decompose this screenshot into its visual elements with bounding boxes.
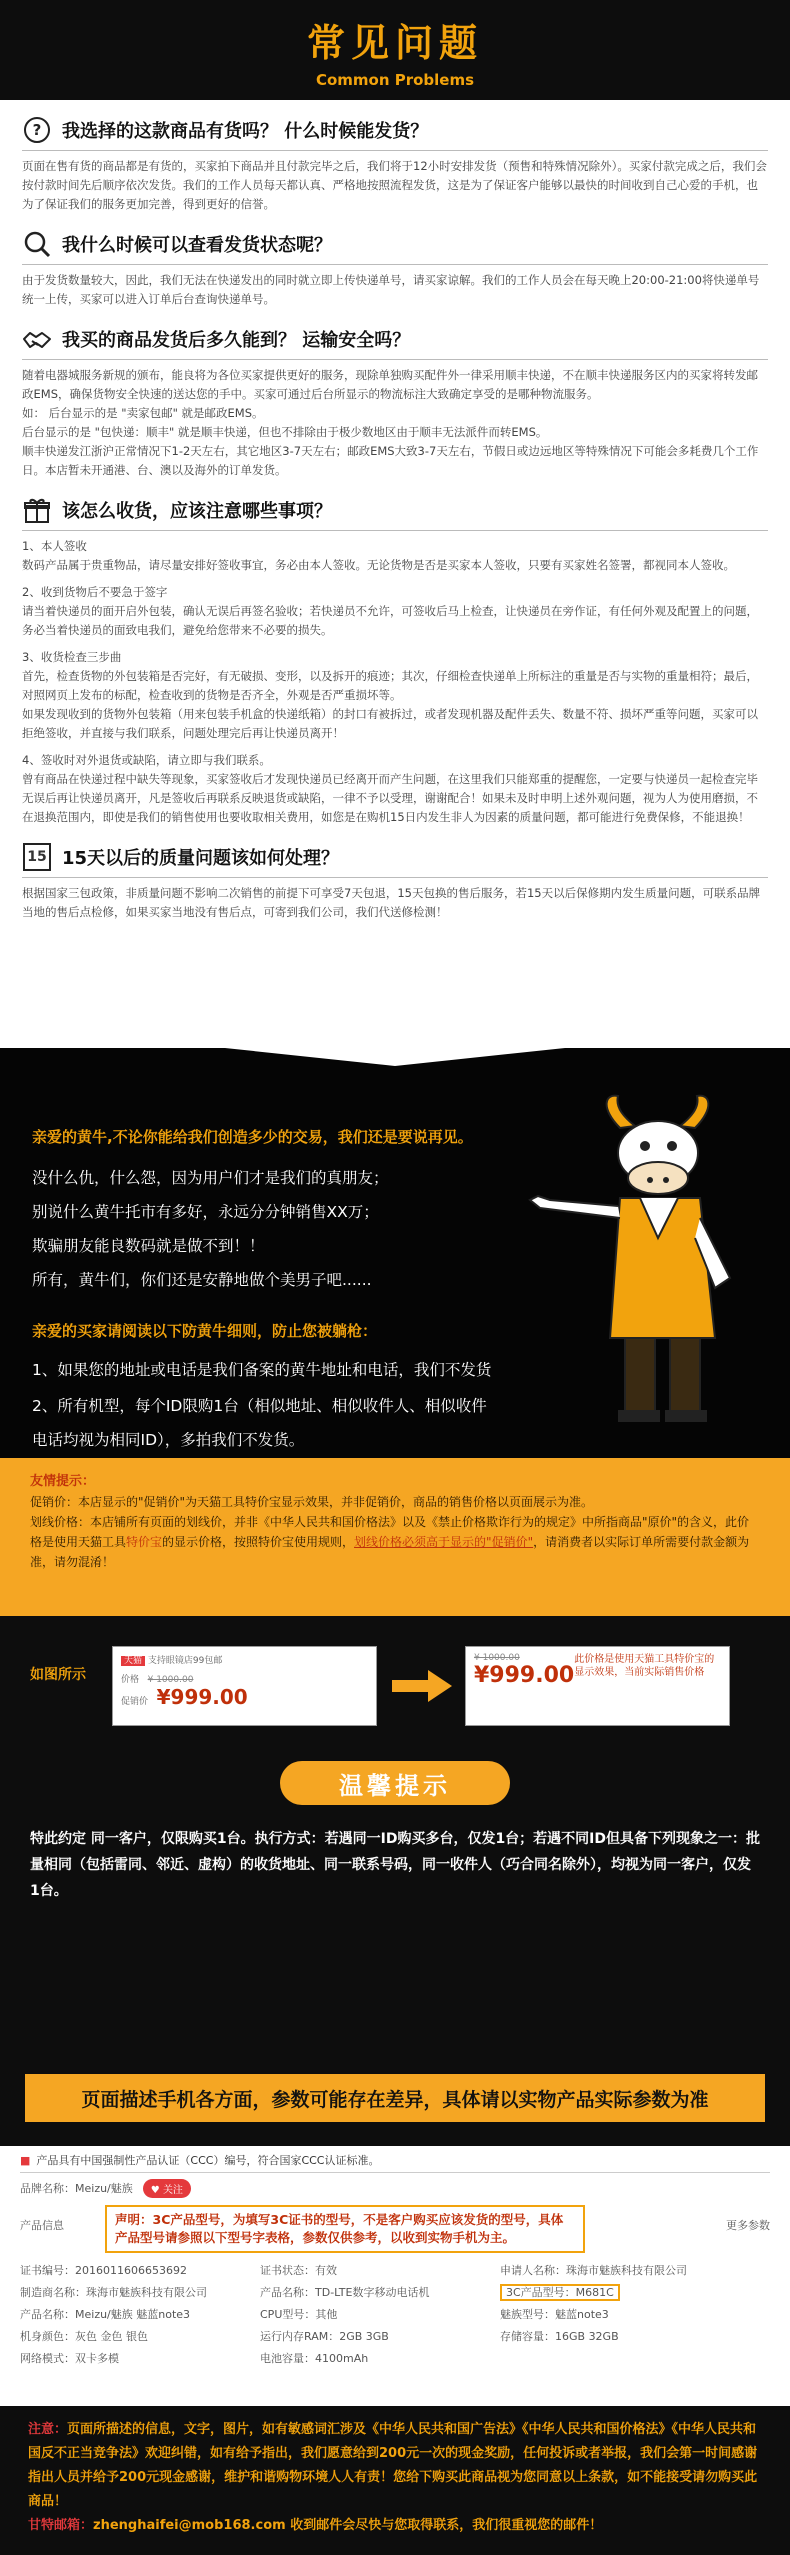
faq-title: 我什么时候可以查看发货状态呢？ — [62, 235, 332, 256]
declaration-box: 声明：3C产品型号，为填写3C证书的型号，不是客户购买应该发货的型号，具体产品型号请参照以下型号字表格，参数仅供参考，以收到实物手机为主。 — [105, 2205, 585, 2253]
price-example-section — [0, 1616, 790, 2046]
answer-paragraph: 首先，检查货物的外包装箱是否完好，有无破损、变形，以及拆开的痕迹；其次，仔细检查快递单上所标注的重量是否与实物的重量相符；最后，对照网页上发布的标配，检查收到的货物是否齐全，外观是否严重损坏等。 — [22, 669, 758, 702]
promo-rule: 电话均视为相同ID），多拍我们不发货。 — [32, 1431, 305, 1449]
promo-rule: 1、如果您的地址或电话是我们备案的黄牛地址和电话，我们不发货 — [32, 1361, 492, 1379]
follow-button[interactable]: ♥ 关注 — [143, 2179, 191, 2198]
faq-title: 15天以后的质量问题该如何处理？ — [62, 848, 340, 869]
divider — [22, 150, 768, 151]
answer-paragraph: 2、收到货物后不要急于签字 — [22, 585, 168, 599]
promo-heading: 亲爱的买家请阅读以下防黄牛细则，防止您被躺枪： — [32, 1322, 378, 1340]
price-notice — [0, 1458, 790, 1616]
notice-title: 友情提示： — [30, 1474, 96, 1489]
promo-line: 欺骗朋友能良数码就是做不到！！ — [32, 1237, 265, 1255]
faq-item — [22, 100, 768, 214]
faq-item — [22, 309, 768, 480]
spec-row: 网络模式：双卡多模 电池容量：4100mAh — [20, 2352, 369, 2365]
answer-paragraph: 顺丰快递发江浙沪正常情况下1-2天左右，其它地区3-7天左右；邮政EMS大致3-7天左右，节假日或边远地区等特殊情况下可能会多耗费几个工作日。本店暂未开通港、台、澳以及海外的订单发货。 — [22, 444, 759, 477]
page-subtitle: Common Problems — [315, 70, 475, 89]
faq-title: 该怎么收货，应该注意哪些事项？ — [62, 501, 332, 522]
divider — [22, 359, 768, 360]
answer-paragraph: 后台显示的是 "包快递：顺丰" 就是顺丰快递，但也不排除由于极少数地区由于顺丰无法派件而转EMS。 — [22, 425, 548, 439]
badge-15: 15 — [23, 843, 51, 871]
answer-paragraph: 根据国家三包政策，非质量问题不影响二次销售的前提下可享受7天包退，15天包换的售后服务，若15天以后保修期内发生质量问题，可联系品牌当地的售后点检修，如果买家当地没有售后点，可寄到我们公司，我们代送修检测！ — [22, 886, 761, 919]
anti-scalper-section — [0, 1048, 790, 1458]
notice-strike-price: 划线价格：本店铺所有页面的划线价，并非《中华人民共和国价格法》以及《禁止价格欺诈行为的规定》中所指商品"原价"的含义，此价格是使用天猫工具特价宝的显示价格，按照特价宝使用规则，划线价格必须高于显示的"促销价"，请消费者以实际订单所需要付款金额为准，请勿混淆！ — [30, 1515, 750, 1569]
promo-line: 别说什么黄牛托市有多好，永远分分钟销售XX万； — [32, 1203, 379, 1221]
faq-question — [22, 309, 768, 355]
answer-paragraph: 由于发货数量较大，因此，我们无法在快递发出的同时就立即上传快递单号，请买家谅解。我们的工作人员会在每天晚上20:00-21:00将快递单号统一上传，买家可以进入订单后台查询快递单号。 — [22, 273, 760, 306]
answer-paragraph: 请当着快递员的面开启外包装，确认无误后再签名验收；若快递员不允许，可签收后马上检查，让快递员在旁作证，有任何外观及配置上的问题，务必当着快递员的面致电我们，避免给您带来不必要的损失。 — [22, 604, 758, 637]
declaration-row: 产品信息 声明：3C产品型号，为填写3C证书的型号，不是客户购买应该发货的型号，具体产品型号请参照以下型号字表格，参数仅供参考，以收到实物手机为主。 更多参数 — [20, 2203, 770, 2259]
legal-notice — [0, 2406, 790, 2555]
number-badge-icon — [22, 842, 52, 872]
banner-text: 页面描述手机各方面，参数可能存在差异，具体请以实物产品实际参数为准 — [25, 2074, 765, 2122]
param-disclaimer-banner — [0, 2046, 790, 2146]
divider — [22, 530, 768, 531]
gift-icon — [22, 495, 52, 525]
faq-item — [22, 214, 768, 309]
svg-text:?: ? — [32, 121, 42, 139]
question-circle-icon — [22, 115, 52, 145]
page-title: 常见问题 — [306, 20, 483, 65]
ccc-note: ■ 产品具有中国强制性产品认证（CCC）编号，符合国家CCC认证标准。 — [20, 2152, 770, 2173]
notice-promo-price: 促销价：本店显示的"促销价"为天猫工具特价宝显示效果，并非促销价，商品的销售价格以页面展示为准。 — [30, 1495, 594, 1509]
warm-tip-text: 特此约定 同一客户，仅限购买1台。执行方式：若遇同一ID购买多台，仅发1台；若遇不同ID但具备下列现象之一：批量相同（包括雷同、邻近、虚构）的收货地址、同一联系号码，同一收件人（巧合同名除外），均视为同一客户，仅发1台。 — [30, 1831, 761, 1899]
price-screenshot-before: 天猫 支持眼镜店99包邮 价格 ¥ 1000.00 促销价 ¥999.00 — [112, 1646, 377, 1726]
spec-row: 机身颜色：灰色 金色 银色 运行内存RAM：2GB 3GB 存储容量：16GB 32GB — [20, 2330, 619, 2343]
bull-mascot-illustration — [500, 1088, 760, 1428]
faq-answer — [22, 157, 768, 214]
answer-paragraph: 3、收货检查三步曲 — [22, 650, 122, 664]
promo-line: 所有，黄牛们，你们还是安静地做个美男子吧...... — [32, 1271, 372, 1289]
answer-paragraph: 页面在售有货的商品都是有货的，买家拍下商品并且付款完毕之后，我们将于12小时安排发货（预售和特殊情况除外）。买家付款完成之后，我们会按付款时间先后顺序依次发货。我们的工作人员每天都认真、严格地按照流程发货，这是为了保证客户能够以最快的时间收到自己心爱的手机，也为了保证我们的服务更加完善，得到更好的信誉。 — [22, 159, 767, 211]
faq-question — [22, 480, 768, 526]
brand-row: 品牌名称： Meizu/魅族 ♥ 关注 — [20, 2173, 770, 2203]
promo-line: 没什么仇，什么怨，因为用户们才是我们的真朋友； — [32, 1169, 389, 1187]
promo-rule: 2、所有机型，每个ID限购1台（相似地址、相似收件人、相似收件 — [32, 1397, 487, 1415]
page-header — [0, 0, 790, 100]
faq-question — [22, 827, 768, 873]
answer-paragraph: 4、签收时对外退货或缺陷，请立即与我们联系。 — [22, 753, 271, 767]
faq-answer — [22, 271, 768, 309]
answer-paragraph: 曾有商品在快递过程中缺失等现象，买家签收后才发现快递员已经离开而产生问题，在这里我们只能郑重的提醒您，一定要与快递员一起检查完毕无误后再让快递员离开，凡是签收后再联系反映退货或缺陷，一律不予以受理，谢谢配合！如果未及时申明上述外观问题，视为人为使用磨损，不在退换范围内，即使是我们的销售使用也要收取相关费用，如您是在购机15日内发生非人为因素的质量问题，都可能进行免费保修，不能退换！ — [22, 772, 758, 824]
faq-item — [22, 827, 768, 922]
search-icon — [22, 229, 52, 259]
answer-paragraph: 随着电器城服务新规的颁布，能良将为各位买家提供更好的服务，现除单独购买配件外一律采用顺丰快递，不在顺丰快递服务区内的买家将转发邮政EMS，确保货物安全快速的送达您的手中。买家可通过后台所显示的物流标注大致确定享受的是哪种物流服务。 — [22, 368, 758, 401]
faq-item — [22, 480, 768, 827]
answer-paragraph: 如： 后台显示的是 "卖家包邮" 就是邮政EMS。 — [22, 406, 264, 420]
promo-heading: 亲爱的黄牛,不论你能给我们创造多少的交易，我们还是要说再见。 — [32, 1128, 473, 1146]
faq-answer — [22, 537, 768, 827]
example-label: 如图所示 — [30, 1667, 86, 1683]
divider — [22, 264, 768, 265]
notice-text: 注意：页面所描述的信息，文字，图片，如有敏感词汇涉及《中华人民共和国广告法》《中华人民共和国价格法》《中华人民共和国反不正当竞争法》欢迎纠错，如有给予指出，我们愿意给到200元一次的现金奖励，任何投诉或者举报，我们会第一时间感谢指出人员并给予200元现金感谢，维护和谐购物环境人人有责！您给下购买此商品视为您同意以上条款，如不能接受请勿购买此商品！ — [28, 2422, 758, 2509]
notice-email: 甘特邮箱：zhenghaifei@mob168.com 收到邮件会尽快与您取得联系，我们很重视您的邮件！ — [28, 2518, 603, 2533]
faq-question — [22, 100, 768, 146]
answer-paragraph: 如果发现收到的货物外包装箱（用来包装手机盒的快递纸箱）的封口有被拆过，或者发现机器及配件丢失、数量不符、损坏严重等问题，买家可以拒绝签收，并直接与我们联系，问题处理完后再让快递员离开！ — [22, 707, 758, 740]
faq-section — [0, 100, 790, 922]
faq-answer — [22, 884, 768, 922]
faq-question — [22, 214, 768, 260]
product-specs — [0, 2146, 790, 2406]
divider — [22, 877, 768, 878]
spec-row: 产品名称：Meizu/魅族 魅蓝note3 CPU型号：其他 魅族型号：魅蓝note3 — [20, 2308, 609, 2321]
section-notch — [225, 1048, 565, 1066]
arrow-right-icon — [392, 1668, 452, 1704]
more-params-link[interactable]: 更多参数 — [726, 2219, 770, 2232]
answer-paragraph: 数码产品属于贵重物品，请尽量安排好签收事宜，务必由本人签收。无论货物是否是买家本人签收，只要有买家姓名签署，都视同本人签收。 — [22, 558, 735, 572]
faq-title: 我选择的这款商品有货吗？ 什么时候能发货？ — [62, 121, 429, 142]
warm-tip-title: 温馨提示 — [280, 1761, 510, 1805]
handshake-icon — [22, 324, 52, 354]
info-icon: ■ — [20, 2153, 31, 2167]
faq-answer — [22, 366, 768, 480]
spec-row: 证书编号：2016011606653692 证书状态：有效 申请人名称：珠海市魅族科技有限公司 — [20, 2264, 687, 2277]
faq-title: 我买的商品发货后多久能到？ 运输安全吗？ — [62, 330, 411, 351]
answer-paragraph: 1、本人签收 — [22, 539, 87, 553]
spec-row: 制造商名称：珠海市魅族科技有限公司 产品名称：TD-LTE数字移动电话机 3C产品型号：M681C — [20, 2281, 770, 2303]
price-screenshot-after: ¥ 1000.00 ¥999.00 此价格是使用天猫工具特价宝的显示效果，当前实际销售价格 — [465, 1646, 730, 1726]
